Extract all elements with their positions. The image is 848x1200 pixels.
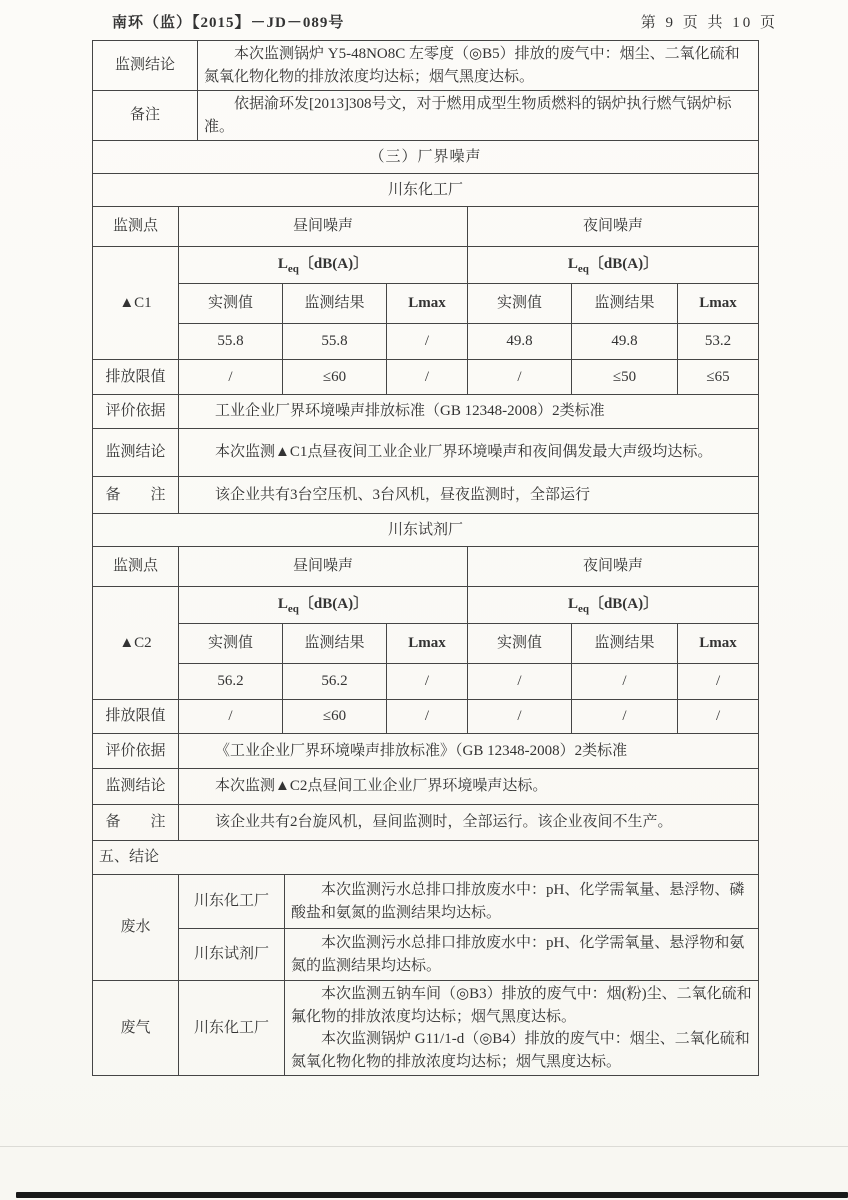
col-header-measured-night: 实测值 xyxy=(468,624,572,664)
scan-edge-bar xyxy=(16,1192,848,1198)
evaluation-basis-text: 《工业企业厂界环境噪声排放标准》（GB 12348-2008）2类标准 xyxy=(179,734,759,769)
monitoring-point-c1: ▲C1 xyxy=(93,247,179,360)
value-lmax-day: / xyxy=(387,324,468,360)
limit-label: 排放限值 xyxy=(93,360,179,395)
col-header-lmax-day: Lmax xyxy=(387,624,468,664)
leq-db-unit: 〔dB(A)〕 xyxy=(588,255,659,272)
monitoring-conclusion-text: 本次监测锅炉 Y5-48NO8C 左零度（◎B5）排放的废气中：烟尘、二氧化硫和氮氧化物化物的排放浓度均达标；烟气黑度达标。 xyxy=(198,41,759,91)
wastegas-paragraph-b4: 本次监测锅炉 G11/1-d（◎B4）排放的废气中：烟尘、二氧化硫和氮氧化物化物的排放浓度均达标；烟气黑度达标。 xyxy=(291,1031,750,1070)
leq-subscript: eq xyxy=(577,602,589,615)
leq-symbol: L xyxy=(277,255,288,272)
limit-result-day: ≤60 xyxy=(283,700,387,734)
leq-subscript: eq xyxy=(287,262,299,275)
monitoring-conclusion-label: 监测结论 xyxy=(93,769,179,805)
table-row xyxy=(93,929,759,981)
doc-number: 南环（监）【2015】－JD－089号 xyxy=(112,15,345,31)
col-header-measured-day: 实测值 xyxy=(179,284,283,324)
wastegas-chemical-conclusion xyxy=(285,981,759,1076)
limit-label: 排放限值 xyxy=(93,700,179,734)
remark-text: 依据渝环发[2013]308号文，对于燃用成型生物质燃料的锅炉执行燃气锅炉标准。 xyxy=(198,91,759,141)
leq-subscript: eq xyxy=(287,602,299,615)
leq-db-unit: 〔dB(A)〕 xyxy=(298,595,369,612)
value-lmax-night: / xyxy=(678,664,759,700)
value-result-night: / xyxy=(572,664,678,700)
remark-label: 备 注 xyxy=(93,805,179,841)
limit-result-night: ≤50 xyxy=(572,360,678,395)
conclusion-section-title: 五、结论 xyxy=(93,841,759,875)
final-conclusion-table xyxy=(92,840,759,1076)
table-row xyxy=(93,981,759,1076)
point-header: 监测点 xyxy=(93,207,179,247)
leq-symbol: L xyxy=(567,595,578,612)
limit-measured-night: / xyxy=(468,360,572,395)
scan-artifact-line xyxy=(0,1146,848,1147)
table-row xyxy=(93,700,759,734)
wastegas-label: 废气 xyxy=(93,981,179,1076)
leq-unit-night xyxy=(468,587,759,624)
evaluation-basis-label: 评价依据 xyxy=(93,395,179,429)
evaluation-basis-text: 工业企业厂界环境噪声排放标准（GB 12348-2008）2类标准 xyxy=(179,395,759,429)
day-noise-header: 昼间噪声 xyxy=(179,547,468,587)
value-lmax-night: 53.2 xyxy=(678,324,759,360)
page-indicator: 第 9 页 共 10 页 xyxy=(640,15,778,31)
table-row xyxy=(93,875,759,929)
limit-result-day: ≤60 xyxy=(283,360,387,395)
boiler-summary-table xyxy=(92,40,759,141)
wastewater-factory-reagent: 川东试剂厂 xyxy=(179,929,285,981)
col-header-result-day: 监测结果 xyxy=(283,284,387,324)
table-row xyxy=(93,324,759,360)
remark-text: 该企业共有2台旋风机，昼间监测时，全部运行。该企业夜间不生产。 xyxy=(179,805,759,841)
night-noise-header: 夜间噪声 xyxy=(468,207,759,247)
value-measured-night: / xyxy=(468,664,572,700)
col-header-lmax-night: Lmax xyxy=(678,284,759,324)
limit-measured-day: / xyxy=(179,360,283,395)
point-header: 监测点 xyxy=(93,547,179,587)
value-measured-night: 49.8 xyxy=(468,324,572,360)
leq-symbol: L xyxy=(567,255,578,272)
value-result-day: 56.2 xyxy=(283,664,387,700)
col-header-result-night: 监测结果 xyxy=(572,624,678,664)
limit-lmax-night: / xyxy=(678,700,759,734)
monitoring-conclusion-text: 本次监测▲C2点昼间工业企业厂界环境噪声达标。 xyxy=(179,769,759,805)
limit-result-night: / xyxy=(572,700,678,734)
col-header-measured-night: 实测值 xyxy=(468,284,572,324)
limit-lmax-day: / xyxy=(387,700,468,734)
wastewater-factory-chemical: 川东化工厂 xyxy=(179,875,285,929)
monitoring-point-c2: ▲C2 xyxy=(93,587,179,700)
value-measured-day: 55.8 xyxy=(179,324,283,360)
monitoring-conclusion-label: 监测结论 xyxy=(93,41,198,91)
value-result-night: 49.8 xyxy=(572,324,678,360)
value-lmax-day: / xyxy=(387,664,468,700)
limit-lmax-night: ≤65 xyxy=(678,360,759,395)
page-header xyxy=(0,0,848,32)
leq-subscript: eq xyxy=(577,262,589,275)
col-header-lmax-day: Lmax xyxy=(387,284,468,324)
monitoring-conclusion-label: 监测结论 xyxy=(93,429,179,477)
value-result-day: 55.8 xyxy=(283,324,387,360)
table-row xyxy=(93,664,759,700)
monitoring-conclusion-text: 本次监测▲C1点昼夜间工业企业厂界环境噪声和夜间偶发最大声级均达标。 xyxy=(179,429,759,477)
leq-db-unit: 〔dB(A)〕 xyxy=(588,595,659,612)
col-header-result-night: 监测结果 xyxy=(572,284,678,324)
section-title-factory-noise: （三）厂界噪声 xyxy=(93,141,759,174)
evaluation-basis-label: 评价依据 xyxy=(93,734,179,769)
limit-measured-night: / xyxy=(468,700,572,734)
leq-unit-night xyxy=(468,247,759,284)
col-header-lmax-night: Lmax xyxy=(678,624,759,664)
factory-title-chemical: 川东化工厂 xyxy=(93,174,759,207)
leq-unit-day xyxy=(179,247,468,284)
limit-lmax-day: / xyxy=(387,360,468,395)
wastewater-label: 废水 xyxy=(93,875,179,981)
night-noise-header: 夜间噪声 xyxy=(468,547,759,587)
leq-db-unit: 〔dB(A)〕 xyxy=(298,255,369,272)
wastegas-paragraph-b3: 本次监测五钠车间（◎B3）排放的废气中：烟(粉)尘、二氧化硫和氟化物的排放浓度均达标；烟气黑度达标。 xyxy=(291,986,752,1025)
noise-table-reagent-plant xyxy=(92,513,759,841)
remark-label: 备 注 xyxy=(93,477,179,514)
noise-table-chemical-plant xyxy=(92,140,759,514)
col-header-result-day: 监测结果 xyxy=(283,624,387,664)
remark-text: 该企业共有3台空压机、3台风机，昼夜监测时，全部运行 xyxy=(179,477,759,514)
limit-measured-day: / xyxy=(179,700,283,734)
day-noise-header: 昼间噪声 xyxy=(179,207,468,247)
wastewater-reagent-conclusion: 本次监测污水总排口排放废水中：pH、化学需氧量、悬浮物和氨氮的监测结果均达标。 xyxy=(285,929,759,981)
table-row xyxy=(93,360,759,395)
factory-title-reagent: 川东试剂厂 xyxy=(93,514,759,547)
col-header-measured-day: 实测值 xyxy=(179,624,283,664)
leq-unit-day xyxy=(179,587,468,624)
wastewater-chemical-conclusion: 本次监测污水总排口排放废水中：pH、化学需氧量、悬浮物、磷酸盐和氨氮的监测结果均达标。 xyxy=(285,875,759,929)
leq-symbol: L xyxy=(277,595,288,612)
wastegas-factory-chemical: 川东化工厂 xyxy=(179,981,285,1076)
remark-label: 备注 xyxy=(93,91,198,141)
value-measured-day: 56.2 xyxy=(179,664,283,700)
